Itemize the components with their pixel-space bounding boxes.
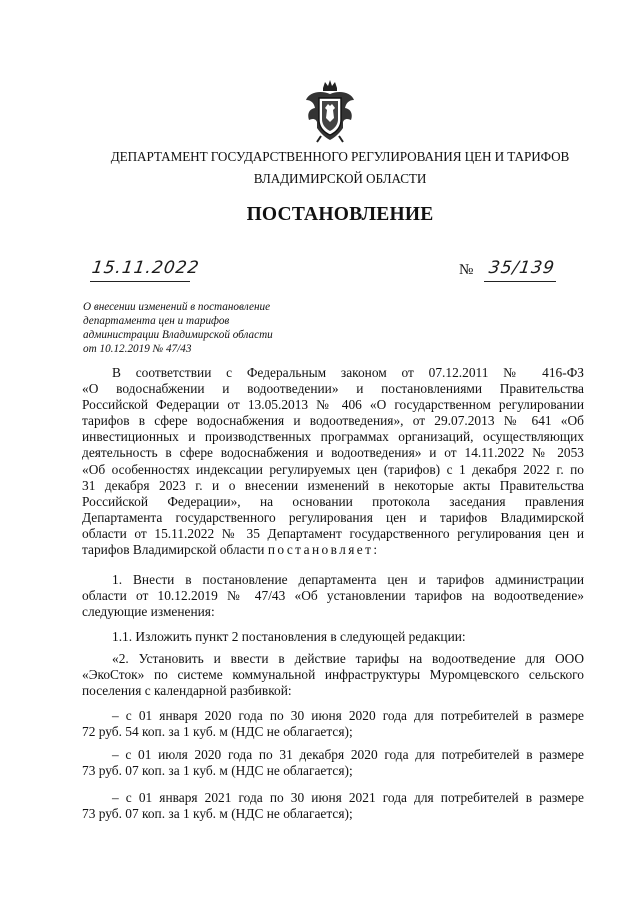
coat-of-arms-emblem — [303, 78, 357, 144]
paragraph-line: 73 руб. 07 коп. за 1 куб. м (НДС не облагается); — [82, 806, 353, 822]
paragraph-line: области от 10.12.2019 № 47/43 «Об установлении тарифов на водоотведение» — [82, 588, 584, 604]
date-underline — [90, 281, 190, 282]
subject-line: департамента цен и тарифов — [83, 315, 230, 327]
paragraph-line: 73 руб. 07 коп. за 1 куб. м (НДС не облагается); — [82, 763, 353, 779]
paragraph-line: области от 15.11.2022 № 35 Департамент государственного регулирования цен и — [82, 525, 584, 541]
subject-line: администрации Владимирской области — [83, 329, 273, 341]
department-name-line1: ДЕПАРТАМЕНТ ГОСУДАРСТВЕННОГО РЕГУЛИРОВАНИЯ ЦЕН И ТАРИФОВ — [110, 149, 570, 164]
resolves-word: постановляет: — [267, 542, 380, 558]
paragraph-last-line — [82, 542, 584, 558]
handwritten-document-number: 35/139 — [487, 258, 557, 278]
paragraph-line: деятельность в сфере водоснабжения и водоотведения» и от 14.11.2022 № 2053 — [82, 445, 584, 461]
paragraph-line: 31 декабря 2023 г. и о внесении изменений в некоторые акты Правительства — [82, 477, 584, 493]
preamble-tail: тарифов Владимирской области — [82, 542, 265, 558]
number-label: № — [459, 262, 474, 278]
paragraph-line: «Об особенностях индексации регулируемых цен (тарифов) с 1 декабря 2022 г. по — [82, 461, 584, 477]
item-1-1-paragraph — [82, 629, 584, 645]
paragraph-line: инвестиционных и производственных программах организаций, осуществляющих — [82, 429, 584, 445]
paragraph-line: 72 руб. 54 коп. за 1 куб. м (НДС не облагается); — [82, 724, 353, 740]
paragraph-line: Департамента государственного регулирования цен и тарифов Владимирской — [82, 509, 584, 525]
preamble-paragraph — [82, 365, 584, 558]
paragraph-line: «О водоснабжении и водоотведении» и постановлениями Правительства — [82, 381, 584, 397]
paragraph-line: 1.1. Изложить пункт 2 постановления в следующей редакции: — [112, 629, 466, 644]
paragraph-line: поселения с календарной разбивкой: — [82, 683, 292, 699]
paragraph-line: – с 01 июля 2020 года по 31 декабря 2020 года для потребителей в размере — [112, 747, 584, 762]
tariff-item — [82, 790, 584, 822]
paragraph-line: – с 01 января 2021 года по 30 июня 2021 года для потребителей в размере — [112, 790, 584, 805]
paragraph-line: «2. Установить и ввести в действие тарифы на водоотведение для ООО — [112, 651, 584, 666]
paragraph-line: Российской Федерации», на основании протокола заседания правления — [82, 493, 584, 509]
document-type-title: ПОСТАНОВЛЕНИЕ — [246, 204, 434, 225]
subject-line: от 10.12.2019 № 47/43 — [83, 343, 192, 355]
department-name-line2: ВЛАДИМИРСКОЙ ОБЛАСТИ — [253, 171, 427, 186]
paragraph-line: «ЭкоСток» по системе коммунальной инфраструктуры Муромцевского сельского — [82, 667, 584, 683]
paragraph-line: Российской Федерации от 13.05.2013 № 406 «О государственном регулировании — [82, 397, 584, 413]
number-underline — [484, 281, 556, 282]
item-2-paragraph — [82, 651, 584, 699]
item-1-paragraph — [82, 572, 584, 620]
paragraph-line: тарифов в сфере водоснабжения и водоотведения», от 29.07.2013 № 641 «Об — [82, 413, 584, 429]
subject-line: О внесении изменений в постановление — [83, 301, 271, 313]
tariff-item — [82, 708, 584, 740]
paragraph-line: – с 01 января 2020 года по 30 июня 2020 года для потребителей в размере — [112, 708, 584, 723]
subject-block — [83, 300, 343, 356]
paragraph-line: следующие изменения: — [82, 604, 215, 620]
handwritten-date: 15.11.2022 — [90, 258, 201, 278]
tariff-item — [82, 747, 584, 779]
paragraph-line: 1. Внести в постановление департамента цен и тарифов администрации — [112, 572, 584, 587]
paragraph-line: В соответствии с Федеральным законом от 07.12.2011 № 416-ФЗ — [112, 365, 584, 380]
